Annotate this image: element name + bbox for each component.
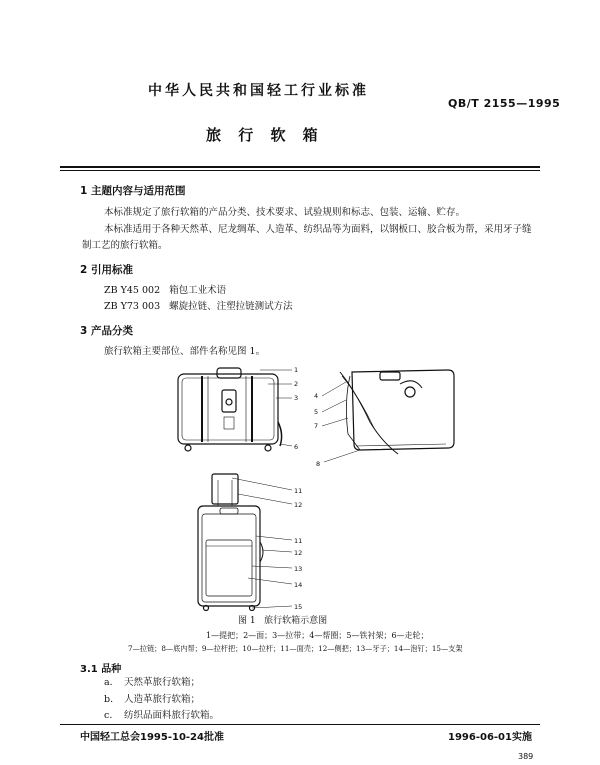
figure-caption: 图 1 旅行软箱示意图	[238, 616, 328, 626]
variety-item-label: b.	[104, 694, 114, 705]
callout-label: 13	[294, 565, 303, 573]
callout-label: 6	[294, 443, 299, 451]
section-3-intro: 旅行软箱主要部位、部件名称见图 1。	[104, 346, 266, 357]
variety-item-label: a.	[104, 677, 113, 688]
section-1-paragraph-2-line-2: 制工艺的旅行软箱。	[82, 240, 168, 251]
section-1-heading: 1 主题内容与适用范围	[80, 185, 186, 197]
variety-item-text: 天然革旅行软箱；	[124, 677, 201, 688]
callout-label: 2	[294, 380, 299, 388]
figure-1-drawing	[160, 362, 460, 614]
callout-label: 11	[294, 487, 303, 495]
callout-label: 11	[294, 537, 303, 545]
footer-rule	[60, 724, 540, 725]
callout-label: 3	[294, 394, 299, 402]
figure-legend-line-2: 7—拉链；8—底内帮；9—拉杆把；10—拉杆；11—面壳；12—侧把；13—牙子；14—泡钉；15—支架	[128, 644, 463, 653]
variety-item-text: 人造革旅行软箱；	[124, 694, 201, 705]
reference-item: ZB Y45 002 箱包工业术语	[104, 285, 227, 296]
variety-item-text: 纺织品面料旅行软箱。	[124, 710, 220, 721]
callout-label: 14	[294, 581, 303, 589]
issuing-body-title: 中华人民共和国轻工行业标准	[148, 83, 369, 99]
figure-legend-line-1: 1—提把；2—面；3—拉带；4—帮圈；5—铁衬架；6—走轮；	[206, 631, 429, 640]
section-2-heading: 2 引用标准	[80, 264, 133, 276]
subsection-3-1-heading: 3.1 品种	[80, 664, 122, 675]
effective-date: 1996-06-01实施	[448, 732, 532, 743]
section-3-heading: 3 产品分类	[80, 325, 133, 337]
standard-number: QB/T 2155—1995	[448, 97, 561, 110]
callout-label: 15	[294, 603, 303, 611]
header-rule-thin	[60, 170, 540, 171]
document-title: 旅 行 软 箱	[206, 126, 324, 144]
suitcase-front-view	[178, 368, 282, 451]
callout-label: 5	[314, 408, 319, 416]
header-rule-thick	[60, 166, 540, 168]
suitcase-open-view	[340, 370, 454, 454]
variety-item-label: c.	[104, 710, 113, 721]
callout-label: 4	[314, 392, 319, 400]
section-1-paragraph-2-line-1: 本标准适用于各种天然革、尼龙绸革、人造革、纺织品等为面料，以钢板口、胶合板为帮，采用牙子缝	[104, 224, 532, 235]
section-1-paragraph-1: 本标准规定了旅行软箱的产品分类、技术要求、试验规则和标志、包装、运输、贮存。	[104, 207, 466, 218]
callout-label: 12	[294, 501, 303, 509]
callout-label: 8	[316, 460, 321, 468]
callout-label: 12	[294, 549, 303, 557]
callout-label: 7	[314, 422, 319, 430]
page-number: 389	[518, 752, 534, 761]
trolley-suitcase-view	[198, 474, 263, 611]
callout-label: 1	[294, 366, 299, 374]
reference-item: ZB Y73 003 螺旋拉链、注塑拉链测试方法	[104, 301, 293, 312]
approval-statement: 中国轻工总会1995-10-24批准	[80, 732, 224, 743]
